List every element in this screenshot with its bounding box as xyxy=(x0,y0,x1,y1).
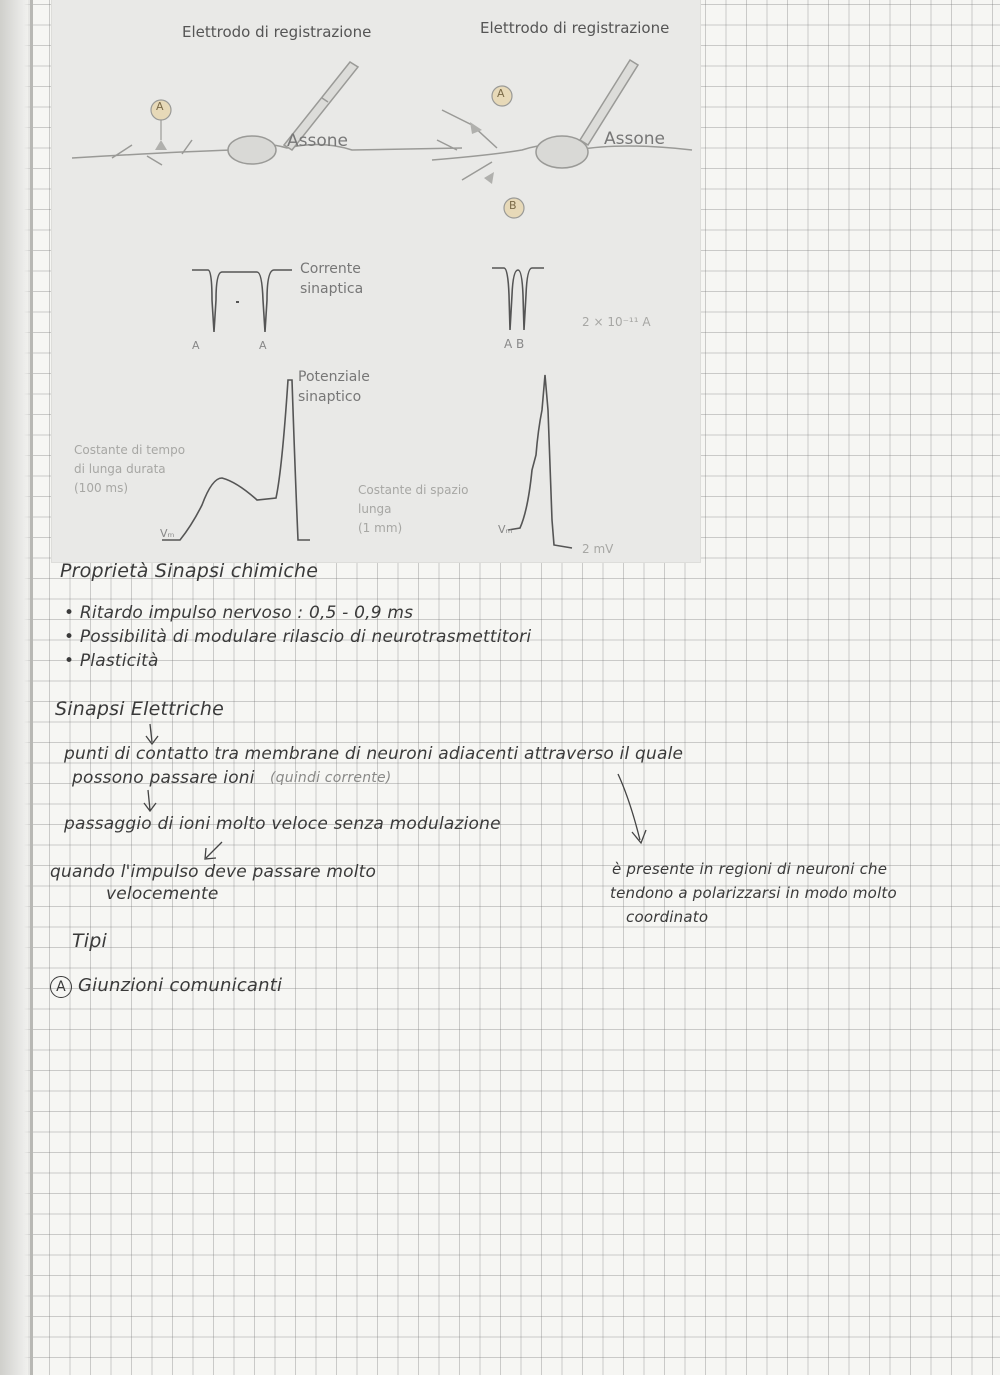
current-label-line1: Corrente xyxy=(300,261,361,277)
arrow-1 xyxy=(146,724,158,744)
left-neuron-a-label: A xyxy=(156,100,164,113)
space-constant-line2: lunga xyxy=(358,502,392,516)
when-line-2: velocemente xyxy=(106,884,219,904)
right-neuron-a-label: A xyxy=(497,87,505,100)
item-a-label: Giunzioni comunicanti xyxy=(78,975,283,996)
bullet-modulation: • Possibilità di modulare rilascio di neurotrasmettitori xyxy=(64,627,532,647)
contact-line-2: possono passare ioni xyxy=(72,768,255,788)
space-constant-line3: (1 mm) xyxy=(358,521,403,535)
space-constant-line1: Costante di spazio xyxy=(358,483,469,497)
left-vm-label: Vₘ xyxy=(160,527,175,540)
item-a-junctions xyxy=(50,975,282,998)
bullet-plasticity: • Plasticità xyxy=(64,651,159,671)
left-spike-label-1: A xyxy=(192,339,200,352)
present-line-2: tendono a polarizzarsi in modo molto xyxy=(610,884,897,902)
current-label-line2: sinaptica xyxy=(300,281,364,297)
time-constant-line3: (100 ms) xyxy=(74,481,129,495)
right-spike-labels: A B xyxy=(504,337,525,351)
left-axon-label: Assone xyxy=(287,131,348,151)
heading-chemical-synapses: Proprietà Sinapsi chimiche xyxy=(60,560,319,582)
arrow-3 xyxy=(205,842,222,859)
bullet-delay: • Ritardo impulso nervoso : 0,5 - 0,9 ms xyxy=(64,603,414,623)
right-vm-label: Vₘ xyxy=(498,523,513,536)
voltage-scale-label: 2 mV xyxy=(582,542,614,556)
time-constant-line2: di lunga durata xyxy=(74,462,166,476)
passage-line: passaggio di ioni molto veloce senza modulazione xyxy=(64,814,501,834)
circled-letter-a: A xyxy=(50,976,72,998)
right-axon-label: Assone xyxy=(604,129,665,149)
contact-line-1: punti di contatto tra membrane di neuroni adiacenti attraverso il quale xyxy=(64,744,684,764)
present-line-1: è presente in regioni di neuroni che xyxy=(612,860,888,878)
right-electrode-label: Elettrodo di registrazione xyxy=(480,19,670,37)
time-constant-line1: Costante di tempo xyxy=(74,443,186,457)
potential-label-line1: Potenziale xyxy=(298,369,370,385)
present-line-3: coordinato xyxy=(626,908,709,926)
right-neuron-b-label: B xyxy=(509,199,517,212)
potential-label-line2: sinaptico xyxy=(298,389,362,405)
when-line-1: quando l'impulso deve passare molto xyxy=(50,862,377,882)
contact-pencil-note: (quindi corrente) xyxy=(270,770,392,786)
types-heading: Tipi xyxy=(72,930,108,952)
left-electrode-label: Elettrodo di registrazione xyxy=(182,23,372,41)
arrow-4 xyxy=(618,774,646,843)
left-spike-label-2: A xyxy=(259,339,267,352)
heading-electrical-synapses: Sinapsi Elettriche xyxy=(55,698,225,720)
current-scale-label: 2 × 10⁻¹¹ A xyxy=(582,315,651,329)
arrow-2 xyxy=(144,790,156,811)
